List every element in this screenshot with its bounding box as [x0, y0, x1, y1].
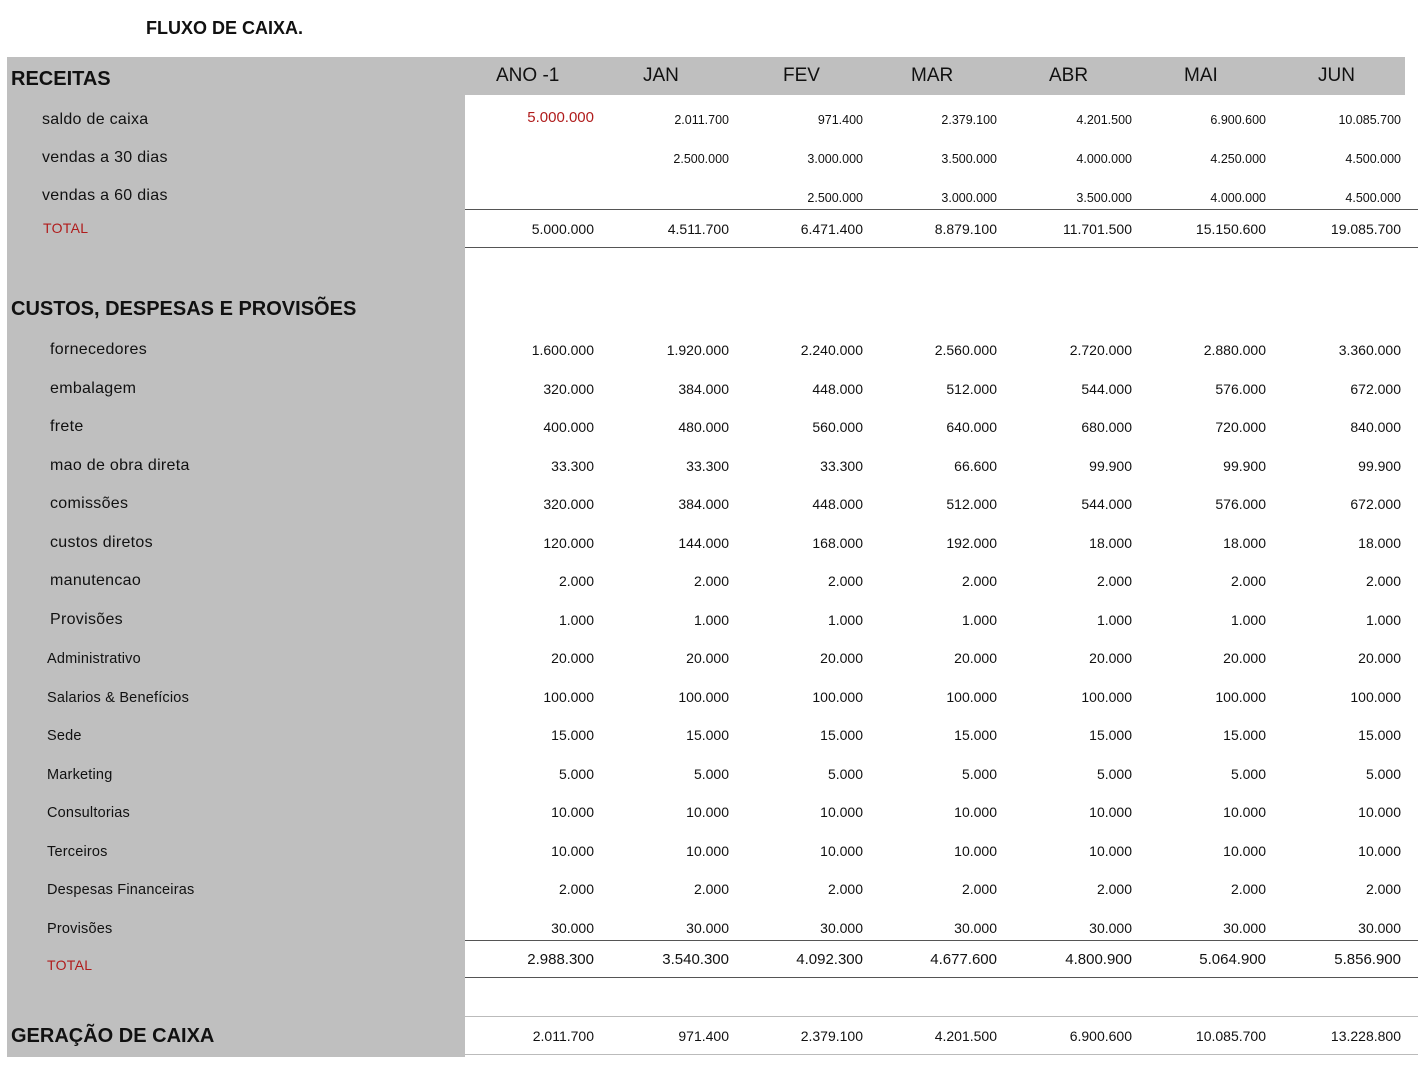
total-cell: 11.701.500	[1062, 221, 1132, 237]
cell: 30.000	[1089, 919, 1132, 936]
cell: 672.000	[1350, 496, 1401, 512]
section-custos: CUSTOS, DESPESAS E PROVISÕES	[11, 298, 357, 320]
geracao-cell: 2.011.700	[532, 1028, 594, 1044]
cell: 15.000	[820, 727, 863, 743]
cell: 99.900	[1223, 457, 1266, 474]
cell: 448.000	[812, 496, 863, 512]
total-cell: 4.511.700	[667, 221, 729, 237]
cell: 30.000	[820, 919, 863, 936]
divider	[465, 940, 1418, 941]
cell: 30.000	[1223, 919, 1266, 936]
cell: 2.000	[827, 573, 863, 589]
cell: 3.500.000	[941, 152, 997, 166]
cell: 3.000.000	[807, 152, 863, 166]
cell: 448.000	[812, 380, 863, 397]
geracao-cell: 13.228.800	[1330, 1028, 1401, 1044]
cell: 2.000	[558, 573, 594, 589]
total-cell: 2.988.300	[527, 951, 594, 968]
cell: 120.000	[543, 534, 594, 551]
cell: 1.920.000	[666, 342, 729, 358]
cell: 30.000	[686, 919, 729, 936]
row-label: Provisões	[50, 610, 123, 628]
cell: 3.360.000	[1338, 342, 1401, 358]
cell: 30.000	[1358, 919, 1401, 936]
cell: 10.000	[820, 804, 863, 820]
cell: 400.000	[543, 419, 594, 435]
cell: 10.000	[954, 804, 997, 820]
column-header: MAR	[911, 65, 954, 86]
cell: 320.000	[543, 380, 594, 397]
cell: 5.000	[961, 765, 997, 782]
cell: 4.201.500	[1076, 113, 1132, 127]
cell: 18.000	[1223, 534, 1266, 551]
section-receitas: RECEITAS	[11, 68, 111, 90]
cell: 10.000	[1223, 804, 1266, 820]
row-label: Sede	[47, 728, 82, 744]
total-cell: 4.800.900	[1065, 951, 1132, 968]
cell: 384.000	[678, 496, 729, 512]
cell: 5.000	[1096, 765, 1132, 782]
cell: 33.300	[551, 457, 594, 474]
cell: 2.379.100	[941, 113, 997, 127]
cell: 1.000	[693, 611, 729, 628]
page-title: FLUXO DE CAIXA.	[146, 18, 304, 38]
cell: 18.000	[1089, 534, 1132, 551]
column-header: ANO -1	[496, 65, 560, 86]
cell: 560.000	[812, 419, 863, 435]
cell: 10.000	[551, 804, 594, 820]
cell: 2.011.700	[674, 113, 729, 127]
cell: 2.000	[827, 881, 863, 897]
cell: 33.300	[686, 457, 729, 474]
cell: 4.500.000	[1345, 191, 1401, 205]
cell: 2.720.000	[1069, 342, 1132, 358]
column-header: MAI	[1184, 65, 1218, 86]
cell: 2.000	[693, 573, 729, 589]
total-cell: 4.677.600	[930, 951, 997, 968]
cell: 1.000	[1365, 611, 1401, 628]
cell: 10.000	[1358, 804, 1401, 820]
geracao-cell: 971.400	[678, 1028, 729, 1044]
row-label: saldo de caixa	[42, 111, 149, 128]
cell: 168.000	[812, 534, 863, 551]
cell: 4.000.000	[1210, 191, 1266, 205]
cell: 2.880.000	[1203, 342, 1266, 358]
row-label: frete	[50, 418, 84, 435]
cell: 20.000	[551, 650, 594, 666]
cell: 5.000	[1365, 765, 1401, 782]
cell: 10.000	[686, 804, 729, 820]
row-label: Consultorias	[47, 805, 130, 821]
cell: 100.000	[946, 688, 997, 705]
cell: 15.000	[954, 727, 997, 743]
cell: 15.000	[1223, 727, 1266, 743]
divider	[465, 1016, 1418, 1017]
cell: 680.000	[1081, 419, 1132, 435]
cell: 30.000	[551, 919, 594, 936]
geracao-cell: 4.201.500	[934, 1028, 997, 1044]
geracao-cell: 6.900.600	[1069, 1028, 1132, 1044]
cell: 5.000	[558, 765, 594, 782]
cell: 2.000	[1230, 881, 1266, 897]
cell: 15.000	[1358, 727, 1401, 743]
cell: 2.500.000	[673, 152, 729, 166]
divider	[465, 1054, 1418, 1055]
cell: 512.000	[946, 496, 997, 512]
cell: 1.000	[827, 611, 863, 628]
cell: 1.000	[961, 611, 997, 628]
cell: 100.000	[543, 688, 594, 705]
cell: 4.500.000	[1345, 152, 1401, 166]
total-cell: 3.540.300	[662, 951, 729, 968]
row-label: custos diretos	[50, 533, 153, 551]
cell: 66.600	[954, 457, 997, 474]
cell: 10.000	[551, 842, 594, 859]
total-cell: 6.471.400	[800, 221, 863, 237]
cell: 5.000	[693, 765, 729, 782]
cell: 100.000	[678, 688, 729, 705]
column-header: JUN	[1318, 65, 1355, 86]
row-label: fornecedores	[50, 341, 147, 358]
row-label: vendas a 60 dias	[42, 187, 168, 204]
cell: 10.000	[1223, 842, 1266, 859]
cell: 20.000	[1223, 650, 1266, 666]
total-label: TOTAL	[43, 220, 89, 236]
total-cell: 5.064.900	[1199, 951, 1266, 968]
row-label: vendas a 30 dias	[42, 149, 168, 166]
cell: 512.000	[946, 380, 997, 397]
cell: 4.250.000	[1210, 152, 1266, 166]
row-label: Administrativo	[47, 651, 141, 667]
row-label: comissões	[50, 495, 129, 512]
cell: 2.000	[1230, 573, 1266, 589]
total-cell: 19.085.700	[1330, 221, 1401, 237]
label-column	[7, 57, 465, 1057]
cell: 640.000	[946, 419, 997, 435]
total-label: TOTAL	[47, 957, 93, 973]
cell: 10.000	[820, 842, 863, 859]
total-cell: 5.000.000	[531, 221, 594, 237]
cell: 2.500.000	[807, 191, 863, 205]
cell: 2.000	[558, 881, 594, 897]
cell: 100.000	[1215, 688, 1266, 705]
cell: 1.000	[1096, 611, 1132, 628]
cell: 2.000	[1096, 573, 1132, 589]
cell: 971.400	[817, 113, 863, 127]
geracao-cell: 2.379.100	[800, 1028, 863, 1044]
row-label: Terceiros	[47, 843, 108, 860]
cell: 10.000	[686, 842, 729, 859]
cell: 2.000	[961, 573, 997, 589]
cell: 99.900	[1358, 457, 1401, 474]
divider	[465, 209, 1418, 210]
cell: 6.900.600	[1210, 113, 1266, 127]
row-label: embalagem	[50, 379, 137, 397]
cell: 384.000	[678, 380, 729, 397]
cell: 10.000	[1358, 842, 1401, 859]
cell: 544.000	[1081, 380, 1132, 397]
geracao-cell: 10.085.700	[1195, 1028, 1266, 1044]
cell: 576.000	[1215, 496, 1266, 512]
cell: 10.000	[1089, 804, 1132, 820]
cell: 33.300	[820, 457, 863, 474]
total-cell: 8.879.100	[934, 221, 997, 237]
cell: 20.000	[1089, 650, 1132, 666]
cell: 2.000	[1365, 573, 1401, 589]
cell: 100.000	[1350, 688, 1401, 705]
column-header: FEV	[783, 65, 820, 86]
cell: 5.000	[1230, 765, 1266, 782]
cell: 3.500.000	[1076, 191, 1132, 205]
cell: 10.085.700	[1338, 113, 1401, 127]
cell: 100.000	[812, 688, 863, 705]
cell: 2.000	[1365, 881, 1401, 897]
cell: 20.000	[686, 650, 729, 666]
total-cell: 5.856.900	[1334, 951, 1401, 968]
cell: 2.560.000	[934, 342, 997, 358]
cell: 18.000	[1358, 534, 1401, 551]
cell: 15.000	[686, 727, 729, 743]
cell: 15.000	[1089, 727, 1132, 743]
cell: 2.000	[1096, 881, 1132, 897]
cell: 99.900	[1089, 457, 1132, 474]
row-label: Salarios & Benefícios	[47, 689, 190, 706]
cell: 840.000	[1350, 419, 1401, 435]
cell: 576.000	[1215, 380, 1266, 397]
total-cell: 4.092.300	[796, 951, 863, 968]
cell: 3.000.000	[941, 191, 997, 205]
cell: 672.000	[1350, 380, 1401, 397]
cell: 5.000.000	[527, 109, 594, 126]
cell: 2.000	[961, 881, 997, 897]
divider	[465, 977, 1418, 978]
row-label: mao de obra direta	[50, 456, 190, 474]
total-cell: 15.150.600	[1195, 221, 1266, 237]
cell: 544.000	[1081, 496, 1132, 512]
cell: 144.000	[678, 534, 729, 551]
row-label: manutencao	[50, 572, 142, 589]
cell: 320.000	[543, 496, 594, 512]
cell: 1.000	[558, 611, 594, 628]
cell: 20.000	[820, 650, 863, 666]
row-label: Provisões	[47, 920, 113, 937]
cell: 10.000	[954, 842, 997, 859]
cell: 1.000	[1230, 611, 1266, 628]
column-header: ABR	[1049, 65, 1089, 86]
divider	[465, 247, 1418, 248]
row-label: Despesas Financeiras	[47, 882, 195, 898]
cell: 100.000	[1081, 688, 1132, 705]
section-geracao: GERAÇÃO DE CAIXA	[11, 1025, 215, 1047]
cell: 480.000	[678, 419, 729, 435]
cell: 5.000	[827, 765, 863, 782]
cell: 192.000	[946, 534, 997, 551]
cell: 10.000	[1089, 842, 1132, 859]
cell: 20.000	[1358, 650, 1401, 666]
column-header: JAN	[643, 65, 679, 86]
cell: 4.000.000	[1076, 152, 1132, 166]
cell: 15.000	[551, 727, 594, 743]
row-label: Marketing	[47, 766, 113, 783]
cell: 30.000	[954, 919, 997, 936]
cell: 2.240.000	[800, 342, 863, 358]
cell: 720.000	[1215, 419, 1266, 435]
cell: 1.600.000	[531, 342, 594, 358]
cell: 20.000	[954, 650, 997, 666]
cell: 2.000	[693, 881, 729, 897]
